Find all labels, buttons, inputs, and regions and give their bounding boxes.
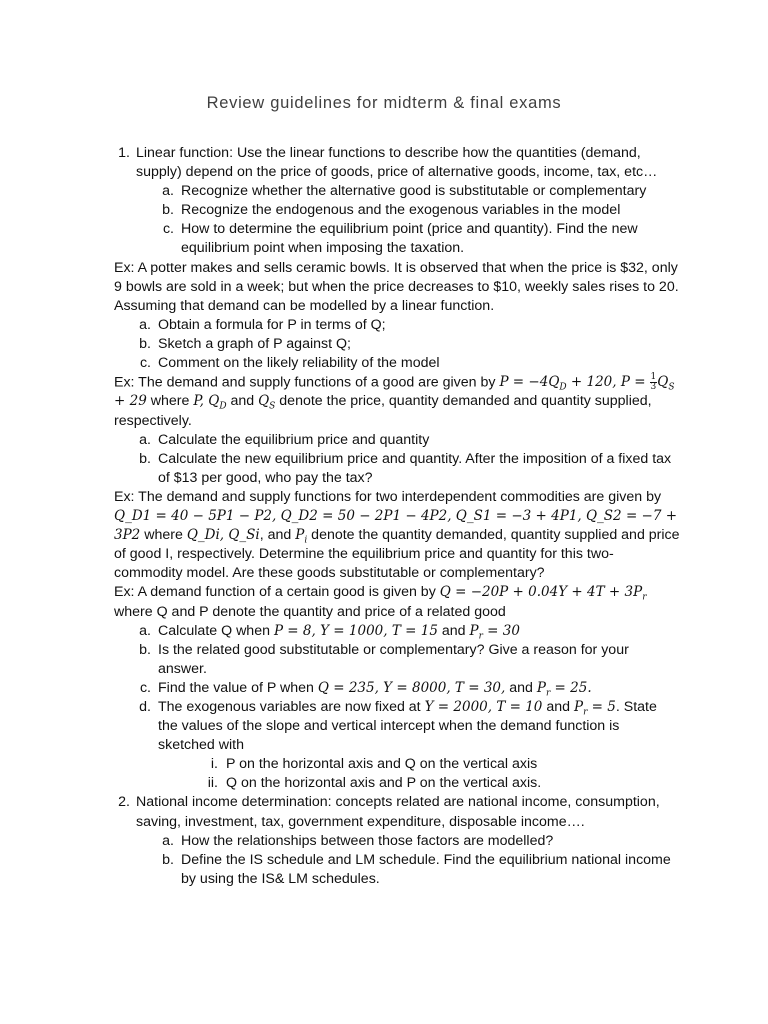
list-marker: 1. — [118, 145, 130, 161]
example-item: a. Calculate Q when P = 8, Y = 1000, T = 15 and $P_r = 30$ — [158, 622, 680, 641]
sub-item-text: How to determine the equilibrium point (price and quantity). Find the new equilibrium point when imposing the taxation. — [181, 221, 638, 257]
roman-item-text: Q on the horizontal axis and P on the vertical axis. — [226, 775, 542, 792]
example-intro: Ex: A demand function of a certain good is given by — [114, 584, 440, 601]
equation-demand: $Q = -20P + 0.04Y + 4T + 3P_r$ — [439, 584, 647, 604]
example-item-text: Is the related good substitutable or complementary? Give a reason for your answer. — [158, 641, 629, 677]
sub-item-text: Recognize the endogenous and the exogenous variables in the model — [181, 202, 621, 219]
example-intro: Ex: The demand and supply functions for two interdependent commodities are given by — [114, 488, 662, 505]
example-item-text: Comment on the likely reliability of the model — [158, 355, 440, 372]
sub-marker: a. — [139, 622, 151, 639]
example-item-text: Calculate the equilibrium price and quantity — [158, 431, 430, 448]
list-item-text: Linear function: Use the linear functions to describe how the quantities (demand, supply) depend on the price of goods, price of alternative goods, income, tax, etc… — [136, 145, 658, 181]
sub-marker: a. — [162, 832, 174, 849]
sub-marker: a. — [139, 316, 151, 333]
equation-system: Q_D1 = 40 − 5P1 − P2, Q_D2 = 50 − 2P1 − 4P2, Q_S1 = −3 + 4P1, Q_S2 = −7 + 3P2 — [114, 508, 678, 544]
math-values: Q = 235, Y = 8000, T = 30, — [317, 679, 506, 696]
page-title: Review guidelines for midterm & final exams — [206, 94, 562, 112]
math-values: P = 8, Y = 1000, T = 15 — [273, 622, 438, 639]
example-item: c. Find the value of P when Q = 235, Y = 8000, T = 30, and $P_r = 25$. — [158, 679, 680, 698]
roman-marker: ii. — [207, 775, 218, 792]
example-item-text: Obtain a formula for P in terms of Q; — [158, 316, 386, 333]
math-var: $P_r = 30$ — [469, 622, 520, 642]
list-item-text: National income determination: concepts related are national income, consumption, saving, investment, tax, government expenditure, disposable income…. — [136, 794, 660, 830]
example-paragraph: Ex: The demand and supply functions of a good are given by $P = -4Q_D + 120$, P = $\frac{1}{3}$ $Q_S + 29$ where P, $Q_D$ and $Q_S$ denote the price, quantity demanded and quantity supplied, respectively. — [114, 372, 675, 429]
document-body — [0, 144, 768, 889]
sub-item-text: How the relationships between those factors are modelled? — [181, 832, 554, 849]
sub-item — [162, 220, 680, 258]
sub-marker: d. — [139, 698, 151, 715]
sub-marker: a. — [139, 431, 151, 448]
math-vars: $P_i$ — [295, 527, 308, 546]
sub-marker: b. — [139, 335, 151, 352]
example-intro: Ex: The demand and supply functions of a good are given by — [114, 374, 496, 391]
example-paragraph: Ex: A demand function of a certain good is given by $Q = -20P + 0.04Y + 4T + 3P_r$ where Q and P denote the quantity and price of a related good — [114, 584, 647, 620]
math-var: $P_r = 25$. — [536, 679, 592, 699]
sub-item — [162, 832, 680, 851]
example-item-text: Calculate the new equilibrium price and quantity. After the imposition of a fixed tax of $13 per good, who pay the tax? — [158, 450, 672, 486]
example-item: d. The exogenous variables are now fixed at Y = 2000, T = 10 and $P_r = 5$. State the values of the slope and vertical intercept when the demand function is sketched with — [158, 698, 680, 755]
sub-marker: c. — [162, 221, 174, 238]
list-item-1 — [118, 144, 680, 182]
sub-marker: a. — [162, 183, 174, 200]
example-item — [139, 641, 680, 679]
example-item-text: Sketch a graph of P against Q; — [158, 335, 351, 352]
equation-demand: $P = -4Q_D + 120$, P = — [499, 374, 646, 394]
math-values: Y = 2000, T = 10 — [424, 698, 543, 715]
sub-marker: b. — [162, 851, 174, 868]
example-paragraph: Ex: The demand and supply functions for two interdependent commodities are given by Q_D1 = 40 − 5P1 − P2, Q_D2 = 50 − 2P1 − 4P2, Q_S1 = −3 + 4P1, Q_S2 = −7 + 3P2 where Q_Di, Q_Si, and $P_i$ denote the quantity demanded, quantity supplied and price of good I, respectively. Determine the equilibrium price and quantity for this two-commodity model. Are these goods substitutable or complementary? — [114, 488, 680, 582]
equation-supply: $Q_S + 29$ — [114, 374, 675, 410]
math-var: $P_r = 5$ — [573, 698, 616, 718]
math-vars: $Q_S$ — [258, 393, 276, 413]
sub-marker: b. — [139, 641, 151, 658]
sub-item — [162, 182, 680, 201]
roman-marker: i. — [210, 756, 218, 773]
sub-item-text: Recognize whether the alternative good is substitutable or complementary — [181, 183, 647, 200]
example-item — [139, 354, 680, 373]
example-paragraph: Ex: A potter makes and sells ceramic bowls. It is observed that when the price is $32, only 9 bowls are sold in a week; but when the price decreases to $10, weekly sales rises to 20. Assuming that demand can be modelled by a linear function. — [114, 259, 679, 314]
sub-marker: b. — [139, 450, 151, 467]
roman-item — [210, 755, 680, 774]
math-vars: P, $Q_D$ — [193, 393, 227, 413]
roman-item — [207, 774, 680, 793]
list-marker: 2. — [118, 794, 130, 811]
example-item — [139, 450, 680, 488]
sub-marker: b. — [162, 202, 174, 219]
example-item — [139, 431, 680, 450]
sub-marker: c. — [139, 355, 151, 372]
sub-marker: c. — [139, 679, 151, 696]
math-vars: Q_Di, Q_Si — [186, 527, 260, 544]
roman-item-text: P on the horizontal axis and Q on the vertical axis — [226, 756, 538, 773]
sub-item — [162, 201, 680, 220]
example-item — [139, 335, 680, 354]
sub-item — [162, 851, 680, 889]
list-item-2 — [118, 793, 680, 831]
example-item — [139, 316, 680, 335]
fraction: $\frac{1}{3}$ — [650, 372, 657, 393]
sub-item-text: Define the IS schedule and LM schedule. Find the equilibrium national income by using the IS& LM schedules. — [181, 851, 671, 887]
